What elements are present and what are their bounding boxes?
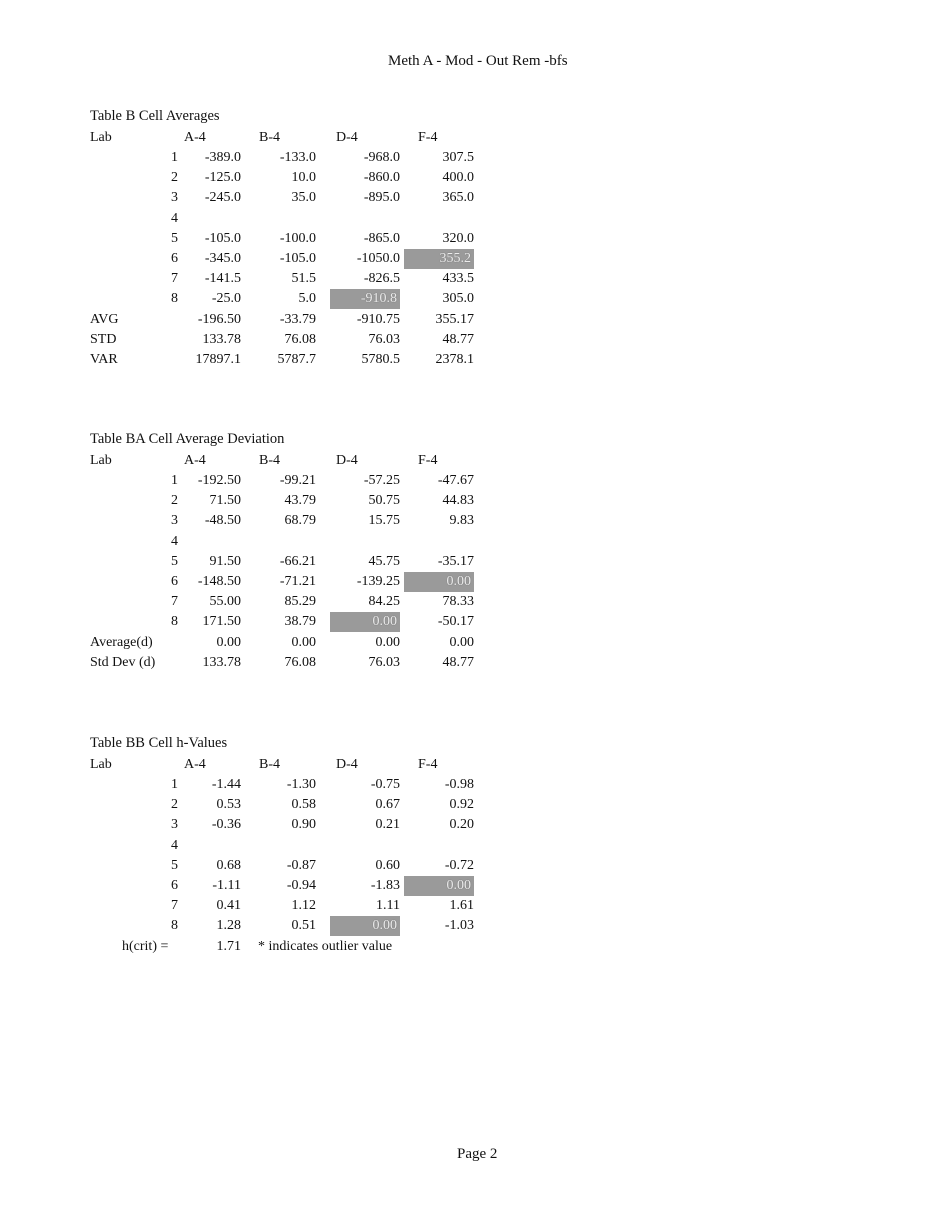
table-cell: 84.25 xyxy=(368,594,400,610)
lab-number: 4 xyxy=(171,837,178,853)
lab-number: 2 xyxy=(171,170,178,186)
lab-number: 7 xyxy=(171,594,178,610)
table-cell: 0.00 xyxy=(404,876,474,896)
summary-label: VAR xyxy=(90,352,118,367)
lab-number: 3 xyxy=(171,513,178,529)
table-cell: 0.68 xyxy=(216,857,241,873)
table-cell: 38.79 xyxy=(284,614,316,630)
summary-value: 0.00 xyxy=(291,634,316,650)
lab-number: 3 xyxy=(171,817,178,833)
lab-header: Lab xyxy=(90,453,112,468)
table-cell: -139.25 xyxy=(356,574,400,589)
summary-label: AVG xyxy=(90,311,119,327)
table-cell: 433.5 xyxy=(442,271,474,287)
lab-number: 5 xyxy=(171,230,178,246)
summary-value: 0.00 xyxy=(375,634,400,650)
table-cell: 1.61 xyxy=(449,898,474,914)
table-cell: 10.0 xyxy=(291,170,316,186)
table-cell: 0.53 xyxy=(216,797,241,813)
table-cell: 50.75 xyxy=(368,493,400,509)
table-cell: 0.00 xyxy=(330,916,400,936)
summary-value: 5787.7 xyxy=(277,352,316,367)
table-cell: -133.0 xyxy=(279,150,316,165)
summary-value: 17897.1 xyxy=(195,352,241,367)
summary-value: 0.00 xyxy=(449,634,474,650)
table-cell: 44.83 xyxy=(442,493,474,509)
table-cell: 51.5 xyxy=(291,271,316,287)
table-title: Table B Cell Averages xyxy=(90,108,220,124)
summary-value: 76.08 xyxy=(284,331,316,347)
table-cell: 43.79 xyxy=(284,493,316,509)
table-cell: -1.11 xyxy=(212,878,241,893)
table-cell: -47.67 xyxy=(437,473,474,488)
lab-number: 1 xyxy=(171,777,178,792)
table-cell: 305.0 xyxy=(442,291,474,307)
table-cell: -389.0 xyxy=(204,150,241,165)
table-cell: 15.75 xyxy=(368,513,400,529)
summary-value: 5780.5 xyxy=(361,352,400,367)
table-cell: 0.21 xyxy=(375,817,400,833)
summary-value: 133.78 xyxy=(202,331,241,347)
outlier-note: * indicates outlier value xyxy=(258,938,393,954)
summary-value: 48.77 xyxy=(442,331,474,347)
table-cell: -0.36 xyxy=(211,817,241,833)
table-cell: -141.5 xyxy=(204,271,241,287)
table-cell: 68.79 xyxy=(284,513,316,529)
table-cell: -1.83 xyxy=(370,878,400,893)
column-header: B-4 xyxy=(259,130,280,145)
table-cell: 0.60 xyxy=(375,857,400,873)
table-cell: 171.50 xyxy=(202,614,241,630)
table-cell: 365.0 xyxy=(442,190,474,206)
table-cell: 9.83 xyxy=(449,513,474,529)
hcrit-label: h(crit) = xyxy=(122,938,169,954)
table-cell: -1050.0 xyxy=(356,251,400,266)
table-cell: -1.30 xyxy=(286,777,316,792)
table-cell: -895.0 xyxy=(363,190,400,206)
table-cell: 5.0 xyxy=(298,291,316,307)
table-cell: 35.0 xyxy=(291,190,316,206)
summary-label: Average(d) xyxy=(90,634,153,650)
table-cell: -968.0 xyxy=(363,150,400,165)
table-cell: -148.50 xyxy=(197,574,241,589)
column-header: B-4 xyxy=(259,757,280,772)
table-title: Table BB Cell h-Values xyxy=(90,735,228,751)
table-cell: -50.17 xyxy=(437,614,474,630)
summary-label: STD xyxy=(90,331,117,347)
table-cell: -57.25 xyxy=(363,473,400,488)
table-cell: 45.75 xyxy=(368,553,400,569)
table-cell: -860.0 xyxy=(363,170,400,186)
table-cell: -0.98 xyxy=(444,777,474,792)
table-cell: -48.50 xyxy=(204,513,241,529)
lab-number: 7 xyxy=(171,271,178,287)
lab-number: 6 xyxy=(171,251,178,266)
table-cell: -105.0 xyxy=(279,251,316,266)
table-cell: 400.0 xyxy=(442,170,474,186)
page-footer: Page 2 xyxy=(457,1146,498,1162)
column-header: B-4 xyxy=(259,453,280,468)
table-cell: 0.41 xyxy=(216,898,241,914)
column-header: F-4 xyxy=(418,130,438,145)
table-cell: -66.21 xyxy=(279,553,316,569)
table-cell: -826.5 xyxy=(363,271,400,287)
table-cell: -99.21 xyxy=(279,473,316,488)
table-cell: 85.29 xyxy=(284,594,316,610)
hcrit-value: 1.71 xyxy=(216,938,241,954)
table-cell: -25.0 xyxy=(211,291,241,307)
table-cell: -105.0 xyxy=(204,230,241,246)
table-cell: 0.58 xyxy=(291,797,316,813)
table-title: Table BA Cell Average Deviation xyxy=(90,431,285,447)
lab-header: Lab xyxy=(90,130,112,145)
table-cell: -865.0 xyxy=(363,230,400,246)
summary-value: 133.78 xyxy=(202,654,241,670)
table-cell: -0.87 xyxy=(286,857,316,873)
table-cell: -100.0 xyxy=(279,230,316,246)
table-cell: -245.0 xyxy=(204,190,241,206)
column-header: A-4 xyxy=(184,453,206,468)
column-header: D-4 xyxy=(336,757,358,772)
table-cell: -0.72 xyxy=(444,857,474,873)
lab-number: 3 xyxy=(171,190,178,206)
summary-value: 2378.1 xyxy=(435,352,474,367)
table-cell: 1.12 xyxy=(291,898,316,914)
lab-number: 6 xyxy=(171,878,178,893)
table-cell: 1.28 xyxy=(216,918,241,934)
table-cell: 0.00 xyxy=(330,612,400,632)
lab-number: 1 xyxy=(171,473,178,488)
table-cell: 0.20 xyxy=(449,817,474,833)
table-cell: -0.75 xyxy=(370,777,400,792)
table-cell: 355.2 xyxy=(404,249,474,269)
lab-number: 8 xyxy=(171,291,178,307)
lab-header: Lab xyxy=(90,757,112,772)
lab-number: 7 xyxy=(171,898,178,914)
table-cell: -910.8 xyxy=(330,289,400,309)
lab-number: 4 xyxy=(171,210,178,226)
table-cell: 0.90 xyxy=(291,817,316,833)
table-cell: 320.0 xyxy=(442,230,474,246)
lab-number: 6 xyxy=(171,574,178,589)
table-cell: -345.0 xyxy=(204,251,241,266)
column-header: D-4 xyxy=(336,453,358,468)
table-cell: 78.33 xyxy=(442,594,474,610)
lab-number: 5 xyxy=(171,553,178,569)
table-cell: 0.67 xyxy=(375,797,400,813)
summary-value: -33.79 xyxy=(279,311,316,327)
summary-value: 76.08 xyxy=(284,654,316,670)
summary-value: -910.75 xyxy=(356,311,400,327)
summary-value: 0.00 xyxy=(216,634,241,650)
lab-number: 2 xyxy=(171,493,178,509)
lab-number: 5 xyxy=(171,857,178,873)
column-header: A-4 xyxy=(184,130,206,145)
table-cell: -125.0 xyxy=(204,170,241,186)
summary-label: Std Dev (d) xyxy=(90,654,156,670)
table-cell: 91.50 xyxy=(209,553,241,569)
page-header: Meth A - Mod - Out Rem -bfs xyxy=(388,53,568,69)
table-cell: 0.51 xyxy=(291,918,316,934)
table-cell: 55.00 xyxy=(209,594,241,610)
summary-value: 355.17 xyxy=(435,311,474,327)
table-cell: 0.00 xyxy=(404,572,474,592)
lab-number: 2 xyxy=(171,797,178,813)
column-header: F-4 xyxy=(418,757,438,772)
column-header: A-4 xyxy=(184,757,206,772)
lab-number: 8 xyxy=(171,614,178,630)
summary-value: -196.50 xyxy=(197,311,241,327)
table-cell: 0.92 xyxy=(449,797,474,813)
column-header: D-4 xyxy=(336,130,358,145)
table-cell: 1.11 xyxy=(376,898,400,914)
summary-value: 48.77 xyxy=(442,654,474,670)
lab-number: 4 xyxy=(171,533,178,549)
lab-number: 1 xyxy=(171,150,178,165)
table-cell: -71.21 xyxy=(279,574,316,589)
summary-value: 76.03 xyxy=(368,331,400,347)
table-cell: 71.50 xyxy=(209,493,241,509)
column-header: F-4 xyxy=(418,453,438,468)
table-cell: -0.94 xyxy=(286,878,316,893)
lab-number: 8 xyxy=(171,918,178,934)
table-cell: -192.50 xyxy=(197,473,241,488)
table-cell: -1.03 xyxy=(444,918,474,934)
summary-value: 76.03 xyxy=(368,654,400,670)
table-cell: -1.44 xyxy=(211,777,241,792)
table-cell: -35.17 xyxy=(437,553,474,569)
table-cell: 307.5 xyxy=(442,150,474,165)
